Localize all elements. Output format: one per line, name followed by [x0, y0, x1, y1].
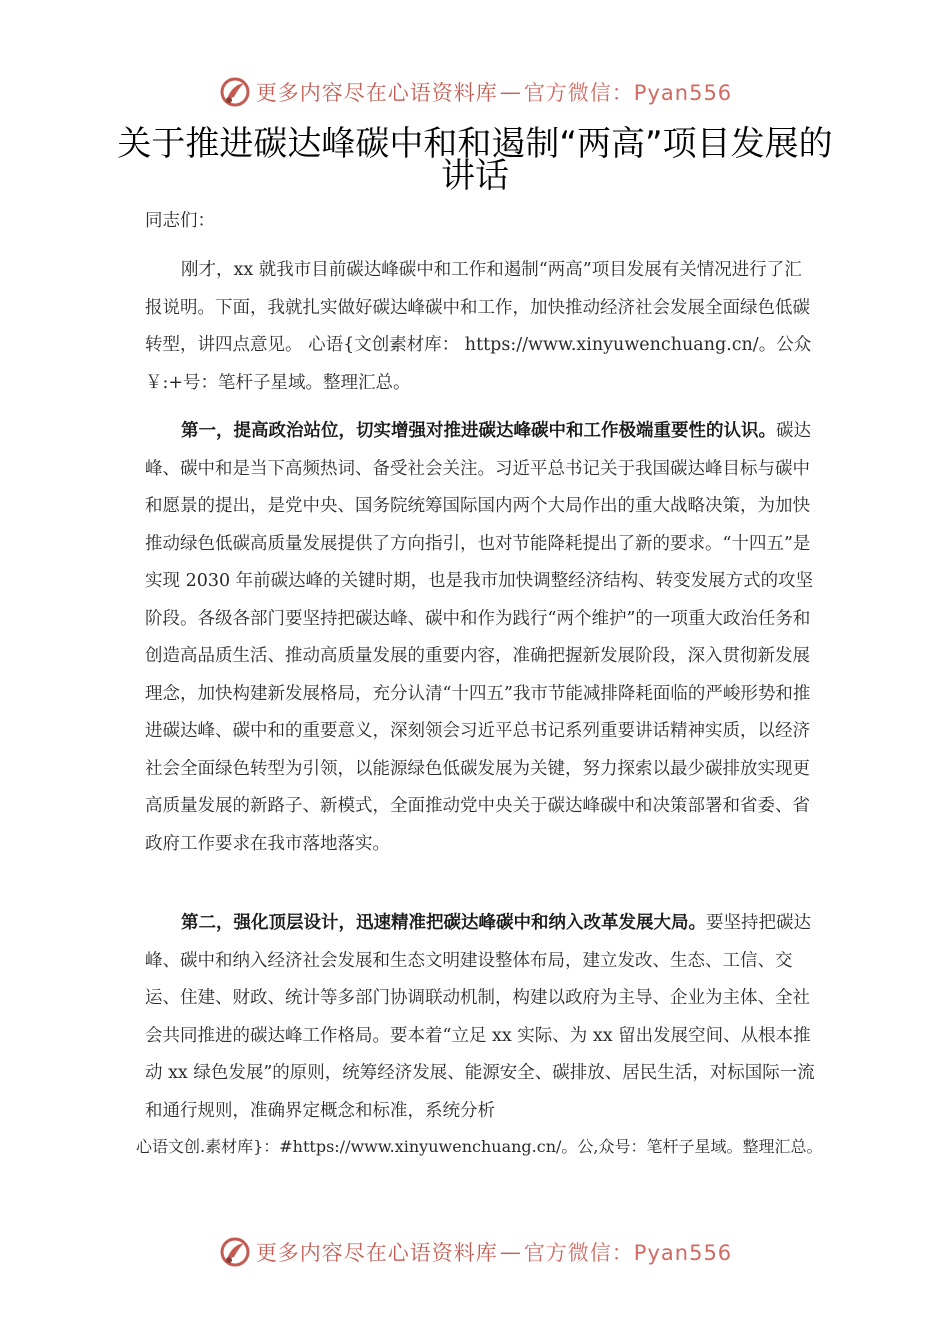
section-1-paragraph — [145, 413, 815, 863]
intro-source-note: 心语{文创素材库： — [308, 335, 460, 355]
section-2-paragraph — [145, 905, 815, 1130]
section-1-body: 碳达峰、碳中和是当下高频热词、备受社会关注。习近平总书记关于我国碳达峰目标与碳中和愿景的提出，是党中央、国务院统筹国际国内两个大局作出的重大战略决策，为加快推动绿色低碳高质量发展提供了方向指引，也对节能降耗提出了新的要求。“十四五”是实现 2030 年前碳达峰的关键时期，也是我市加快调整经济结构、转变发展方式的攻坚阶段。各级各部门要坚持把碳达峰、碳中和作为践行“两个维护”的一项重大政治任务和创造高品质生活、推动高质量发展的重要内容，准确把握新发展阶段，深入贯彻新发展理念，加快构建新发展格局，充分认清“十四五”我市节能减排降耗面临的严峻形势和推进碳达峰、碳中和的重要意义，深刻领会习近平总书记系列重要讲话精神实质，以经济社会全面绿色转型为引领，以能源绿色低碳发展为关键，努力探索以最少碳排放实现更高质量发展的新路子、新模式，全面推动党中央关于碳达峰碳中和决策部署和省委、省政府工作要求在我市落地落实。 — [145, 421, 814, 854]
section-2-body: 要坚持把碳达峰、碳中和纳入经济社会发展和生态文明建设整体布局，建立发改、生态、工信、交运、住建、财政、统计等多部门协调联动机制，构建以政府为主导、企业为主体、全社会共同推进的碳达峰工作格局。要本着“立足 xx 实际、为 xx 留出发展空间、从根本推动 xx 绿色发展”的原则，统筹经济发展、能源安全、碳排放、居民生活，对标国际一流和通行规则，准确界定概念和标准，系统分析 — [145, 913, 815, 1121]
watermark-text: 更多内容尽在心语资料库 — [255, 81, 498, 105]
document-title: 关于推进碳达峰碳中和和遏制“两高”项目发展的讲话 — [117, 124, 833, 196]
brush-logo-icon — [218, 75, 252, 109]
watermark-separator: — — [499, 1240, 522, 1264]
watermark-text: 更多内容尽在心语资料库 — [255, 1241, 498, 1265]
section-1-heading: 第一，提高政治站位，切实增强对推进碳达峰碳中和工作极端重要性的认识。 — [181, 421, 776, 441]
intro-paragraph — [145, 252, 815, 402]
section-2-heading: 第二，强化顶层设计，迅速精准把碳达峰碳中和纳入改革发展大局。 — [181, 913, 706, 933]
source-footer-note: 心语文创.素材库}：#https://www.xinyuwenchuang.cn/。公,众号：笔杆子星域。整理汇总。 — [136, 1137, 823, 1156]
intro-link-line: https://www.xinyuwenchuang.cn/。公众￥:+号：笔杆子星域。整理汇总。 — [145, 335, 812, 393]
brush-logo-icon — [218, 1235, 252, 1269]
intro-text: 刚才，xx 就我市目前碳达峰碳中和工作和遏制“两高”项目发展有关情况进行了汇报说明。下面，我就扎实做好碳达峰碳中和工作，加快推动经济社会发展全面绿色低碳转型，讲四点意见。 — [145, 260, 810, 355]
watermark-wechat: 官方微信：Pyan556 — [523, 81, 733, 105]
watermark-wechat: 官方微信：Pyan556 — [523, 1241, 733, 1265]
watermark-banner-bottom — [0, 1232, 950, 1272]
salutation: 同志们： — [145, 211, 215, 231]
watermark-separator: — — [499, 80, 522, 104]
watermark-banner-top — [0, 72, 950, 112]
